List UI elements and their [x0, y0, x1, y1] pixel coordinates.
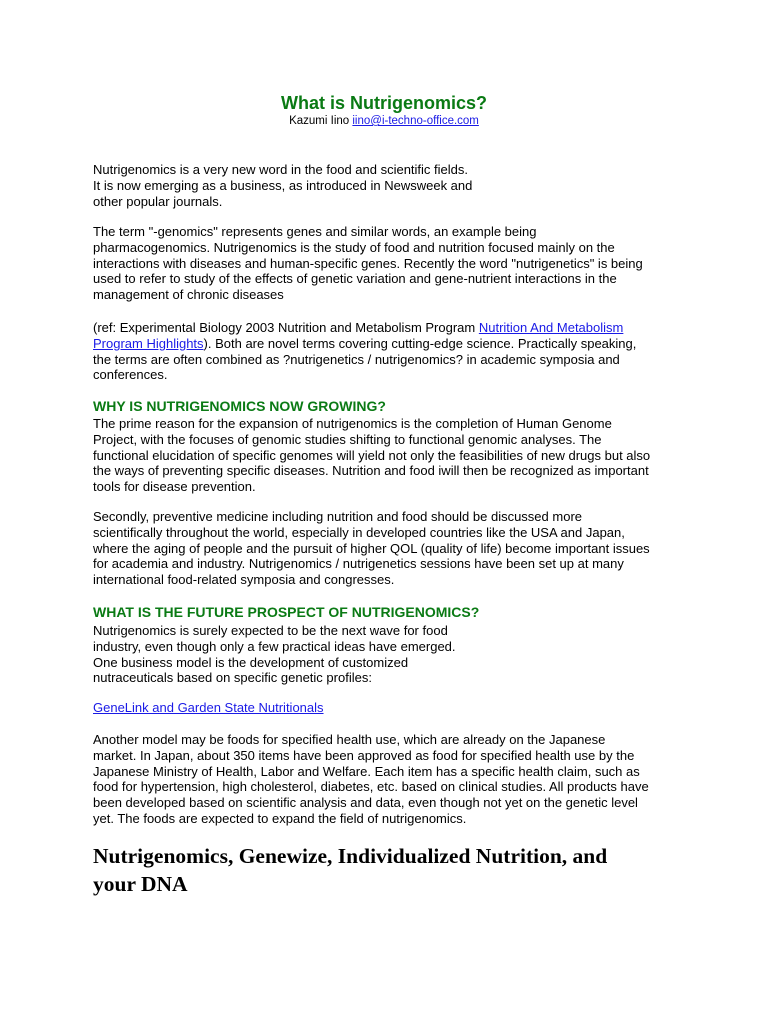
text-line: industry, even though only a few practical ideas have emerged.: [93, 638, 456, 654]
author-email-link[interactable]: iino@i-techno-office.com: [352, 115, 479, 127]
author-name: Kazumi Iino: [289, 115, 350, 127]
reference-paragraph: [93, 320, 683, 383]
text-line: international food-related symposia and congresses.: [93, 572, 395, 588]
genelink-link[interactable]: GeneLink and Garden State Nutritionals: [93, 700, 324, 715]
text-line: where the aging of people and the pursuit of higher QOL (quality of life) become important issues: [93, 540, 650, 556]
growing-paragraph-1: [93, 416, 683, 495]
intro-paragraph: [93, 162, 683, 209]
text-line: [93, 336, 683, 352]
future-paragraph-2: [93, 732, 683, 827]
page-title: What is Nutrigenomics?: [280, 93, 487, 113]
text-line: nutraceuticals based on specific genetic profiles:: [93, 670, 372, 686]
future-paragraph-1: [93, 623, 683, 686]
text-line: One business model is the development of customized: [93, 654, 409, 670]
text-line: Project, with the focuses of genomic studies shifting to functional genomic analyses. The: [93, 431, 602, 447]
text-line: Nutrigenomics is a very new word in the food and scientific fields.: [93, 162, 469, 177]
text-line: Japanese Ministry of Health, Labor and Welfare. Each item has a specific health claim, such as: [93, 763, 640, 779]
text-line: used to refer to study of the effects of genetic variation and gene-nutrient interactions in the: [93, 271, 617, 287]
text-line: the terms are often combined as ?nutrigenetics / nutrigenomics? in academic symposia and: [93, 351, 620, 367]
text-line: yet. The foods are expected to expand the field of nutrigenomics.: [93, 810, 467, 826]
nutrition-metabolism-link[interactable]: Nutrition And Metabolism: [478, 320, 624, 335]
text-line: The term "-genomics" represents genes and similar words, an example being: [93, 224, 537, 239]
growing-paragraph-2: [93, 509, 683, 588]
text-line: The prime reason for the expansion of nutrigenomics is the completion of Human Genome: [93, 416, 612, 431]
text-line: scientifically throughout the world, especially in developed countries like the USA and Japan,: [93, 524, 625, 540]
text-line: the ways of preventing specific diseases. Nutrition and food iwill then be recognized as important: [93, 463, 649, 479]
text-line: been developed based on scientific analysis and data, even though not yet on the genetic level: [93, 795, 638, 811]
heading-line: Nutrigenomics, Genewize, Individualized Nutrition, and: [93, 844, 608, 868]
author-byline: [0, 114, 768, 128]
text-line: for academia and industry. Nutrigenomics / nutrigenetics sessions have been set up at many: [93, 556, 624, 572]
text-line: Another model may be foods for specified health use, which are already on the Japanese: [93, 732, 606, 747]
ref-text: (ref: Experimental Biology 2003 Nutrition and Metabolism Program: [93, 320, 479, 335]
genelink-paragraph: [93, 700, 683, 716]
heading-line: your DNA: [93, 872, 188, 896]
article-heading: [93, 842, 693, 898]
text-line: It is now emerging as a business, as introduced in Newsweek and: [93, 177, 473, 193]
text-line: food for hypertension, high cholesterol, diabetes, etc. based on clinical studies. All products have: [93, 779, 649, 795]
text-line: interactions with diseases and human-specific genes. Recently the word "nutrigenetics" is being: [93, 255, 643, 271]
text-line: other popular journals.: [93, 193, 223, 209]
text-line: market. In Japan, about 350 items have been approved as food for specified health use by the: [93, 747, 635, 763]
ref-text: ). Both are novel terms covering cutting-edge science. Practically speaking,: [203, 335, 637, 351]
text-line: pharmacogenomics. Nutrigenomics is the study of food and nutrition focused mainly on the: [93, 239, 615, 255]
text-line: Secondly, preventive medicine including nutrition and food should be discussed more: [93, 509, 582, 524]
text-line: [93, 320, 683, 336]
program-highlights-link[interactable]: Program Highlights: [93, 335, 204, 351]
section-heading-future: WHAT IS THE FUTURE PROSPECT OF NUTRIGENOMICS?: [93, 604, 480, 620]
text-line: conferences.: [93, 367, 168, 383]
text-line: tools for disease prevention.: [93, 479, 256, 495]
text-line: management of chronic diseases: [93, 287, 284, 303]
text-line: Nutrigenomics is surely expected to be the next wave for food: [93, 623, 448, 638]
text-line: functional elucidation of specific genomes will yield not only the feasibilities of new drugs but also: [93, 447, 651, 463]
genomics-paragraph: [93, 224, 683, 303]
section-heading-growing: WHY IS NUTRIGENOMICS NOW GROWING?: [93, 398, 386, 414]
